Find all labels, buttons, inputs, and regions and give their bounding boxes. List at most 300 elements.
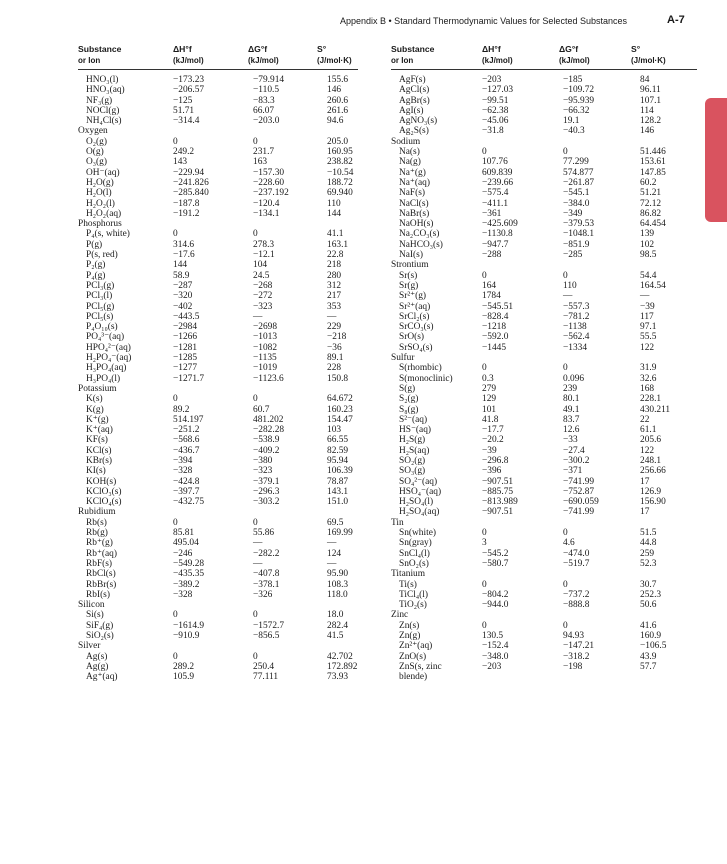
gibbs-cell: 49.1 [563, 404, 580, 415]
gibbs-cell: 66.07 [253, 105, 275, 116]
enthalpy-cell: −389.2 [173, 579, 200, 590]
substance-cell: P(g) [86, 239, 103, 250]
substance-cell: P(s, red) [86, 250, 118, 261]
enthalpy-cell: 41.8 [482, 414, 499, 425]
substance-cell: Sr(s) [399, 270, 418, 281]
substance-cell: H₃PO₄(aq) [86, 363, 127, 374]
enthalpy-cell: −314.4 [173, 116, 200, 127]
gibbs-cell: −1123.6 [253, 373, 284, 384]
entropy-cell: 146 [327, 85, 342, 96]
gibbs-cell: 77.299 [563, 157, 589, 168]
enthalpy-cell: −907.51 [482, 507, 514, 518]
entropy-cell: 217 [327, 291, 342, 302]
enthalpy-cell: −251.2 [173, 425, 200, 436]
enthalpy-cell: 0 [173, 394, 178, 405]
entropy-cell: 229 [327, 322, 342, 333]
entropy-cell: 188.72 [327, 177, 353, 188]
gibbs-cell: −157.30 [253, 167, 285, 178]
substance-cell: H₂PO₄⁻(aq) [86, 353, 132, 364]
enthalpy-cell: 101 [482, 404, 497, 415]
gibbs-cell: −40.3 [563, 126, 585, 137]
enthalpy-cell: 85.81 [173, 528, 195, 539]
substance-cell: AgNO₃(s) [399, 116, 438, 127]
enthalpy-cell: −20.2 [482, 435, 504, 446]
entropy-cell: 144 [327, 208, 342, 219]
substance-cell: P₄(s, white) [86, 229, 130, 240]
enthalpy-cell: −397.7 [173, 486, 200, 497]
substance-cell: SO₂(g) [399, 455, 426, 466]
gibbs-cell: −349 [563, 208, 583, 219]
substance-cell: SO₄²⁻(aq) [399, 476, 438, 487]
gibbs-cell: −407.8 [253, 569, 280, 580]
gibbs-cell: −268 [253, 280, 273, 291]
substance-cell: Sn(white) [399, 528, 436, 539]
substance-cell: KClO₄(s) [86, 497, 122, 508]
gibbs-cell: −737.2 [563, 589, 590, 600]
gibbs-cell: 239 [563, 383, 578, 394]
gibbs-cell: −690.059 [563, 497, 599, 508]
entropy-cell: 259 [640, 548, 655, 559]
substance-cell: NaBr(s) [399, 208, 430, 219]
substance-cell: Na₂CO₃(s) [399, 229, 440, 240]
entropy-cell: 228 [327, 363, 342, 374]
gibbs-cell: 94.93 [563, 631, 585, 642]
gibbs-cell: −83.3 [253, 95, 275, 106]
gibbs-cell: −261.87 [563, 177, 595, 188]
entropy-cell: 89.1 [327, 353, 344, 364]
gibbs-cell: −384.0 [563, 198, 590, 209]
substance-cell: Rb(s) [86, 517, 107, 528]
gibbs-cell: 278.3 [253, 239, 275, 250]
header-rule [78, 69, 358, 70]
enthalpy-cell: −435.35 [173, 569, 205, 580]
entropy-cell: 42.702 [327, 651, 353, 662]
gibbs-cell: −1019 [253, 363, 278, 374]
enthalpy-cell: −804.2 [482, 589, 509, 600]
gibbs-cell: −538.9 [253, 435, 280, 446]
gibbs-cell: −378.1 [253, 579, 280, 590]
enthalpy-cell: −39 [482, 445, 497, 456]
substance-cell: Sr²⁺(aq) [399, 301, 431, 312]
substance-cell: Rb⁺(g) [86, 538, 113, 549]
entropy-cell: 252.3 [640, 589, 662, 600]
substance-cell: Sn(gray) [399, 538, 432, 549]
gibbs-cell: −27.4 [563, 445, 585, 456]
enthalpy-cell: −549.28 [173, 558, 205, 569]
enthalpy-cell: 0 [482, 147, 487, 158]
gibbs-cell: −12.1 [253, 250, 275, 261]
gibbs-cell: 83.7 [563, 414, 580, 425]
enthalpy-cell: −173.23 [173, 75, 205, 85]
substance-cell: H₂O(l) [86, 188, 112, 199]
enthalpy-cell: −1445 [482, 342, 507, 353]
enthalpy-cell: 249.2 [173, 147, 195, 158]
substance-cell: Sodium [391, 136, 421, 147]
entropy-cell: 151.0 [327, 497, 349, 508]
substance-cell: SnCl₄(l) [399, 548, 430, 559]
entropy-cell: 72.12 [640, 198, 662, 209]
entropy-cell: 107.1 [640, 95, 662, 106]
enthalpy-cell: −402 [173, 301, 193, 312]
substance-cell: H₂S(g) [399, 435, 426, 446]
entropy-cell: 82.59 [327, 445, 349, 456]
substance-cell: ZnS(s, zinc [399, 661, 442, 672]
enthalpy-cell: −947.7 [482, 239, 509, 250]
substance-cell: Phosphorus [78, 219, 122, 230]
enthalpy-cell: −1130.8 [482, 229, 513, 240]
entropy-cell: 108.3 [327, 579, 349, 590]
entropy-cell: 64.672 [327, 394, 353, 405]
entropy-cell: 164.54 [640, 280, 666, 291]
substance-cell: Sr(g) [399, 280, 419, 291]
enthalpy-cell: −436.7 [173, 445, 200, 456]
gibbs-cell: 4.6 [563, 538, 575, 549]
enthalpy-cell: 0 [482, 579, 487, 590]
substance-cell: SrO(s) [399, 332, 424, 343]
enthalpy-cell: 0.3 [482, 373, 494, 384]
entropy-cell: 22.8 [327, 250, 344, 261]
substance-cell: SO₃(g) [399, 466, 426, 477]
gibbs-cell: −185 [563, 75, 583, 85]
enthalpy-cell: −1285 [173, 353, 198, 364]
substance-cell: NaF(s) [399, 188, 426, 199]
running-title: Appendix B • Standard Thermodynamic Values for Selected Substances [340, 16, 627, 26]
enthalpy-cell: −394 [173, 455, 193, 466]
gibbs-cell: 163 [253, 157, 268, 168]
entropy-cell: 205.6 [640, 435, 662, 446]
gibbs-cell: 77.111 [253, 672, 279, 683]
gibbs-cell: −66.32 [563, 105, 590, 116]
entropy-cell: 51.5 [640, 528, 657, 539]
entropy-cell: 17 [640, 476, 650, 487]
substance-cell: SiO₂(s) [86, 631, 114, 642]
gibbs-cell: 0 [253, 651, 258, 662]
gibbs-cell: 250.4 [253, 661, 275, 672]
enthalpy-cell: −320 [173, 291, 193, 302]
substance-cell: Si(s) [86, 610, 104, 621]
gibbs-cell: −33 [563, 435, 578, 446]
entropy-cell: 43.9 [640, 651, 657, 662]
entropy-cell: 150.8 [327, 373, 349, 384]
gibbs-cell: −1138 [563, 322, 587, 333]
entropy-cell: 73.93 [327, 672, 349, 683]
entropy-cell: 228.1 [640, 394, 662, 405]
substance-cell: Tin [391, 517, 404, 528]
enthalpy-cell: 130.5 [482, 631, 504, 642]
enthalpy-cell: −885.75 [482, 486, 514, 497]
enthalpy-cell: −191.2 [173, 208, 200, 219]
enthalpy-cell: 1784 [482, 291, 501, 302]
section-tab-marker [705, 98, 727, 222]
gibbs-cell: 0 [563, 270, 568, 281]
substance-cell: NaOH(s) [399, 219, 434, 230]
substance-cell: K⁺(aq) [86, 425, 113, 436]
entropy-cell: 154.47 [327, 414, 353, 425]
entropy-cell: 18.0 [327, 610, 344, 621]
substance-cell: Ag₂S(s) [399, 126, 429, 137]
entropy-cell: −10.54 [327, 167, 354, 178]
substance-cell: Na(g) [399, 157, 421, 168]
substance-cell: H₂O₂(l) [86, 198, 115, 209]
gibbs-cell: −1334 [563, 342, 588, 353]
enthalpy-cell: 0 [173, 136, 178, 147]
enthalpy-cell: 3 [482, 538, 487, 549]
substance-cell: SiF₄(g) [86, 620, 114, 631]
substance-cell: H₂O₂(aq) [86, 208, 122, 219]
gibbs-cell: −474.0 [563, 548, 590, 559]
entropy-cell: 95.94 [327, 455, 349, 466]
substance-cell: H₂SO₄(l) [399, 497, 434, 508]
entropy-cell: 98.5 [640, 250, 657, 261]
substance-cell: AgBr(s) [399, 95, 430, 106]
enthalpy-cell: −425.609 [482, 219, 518, 230]
gibbs-cell: −562.4 [563, 332, 590, 343]
col-header-gibbs: ΔG°f (kJ/mol) [559, 44, 590, 65]
entropy-cell: 84 [640, 75, 650, 85]
substance-cell: S²⁻(aq) [399, 414, 428, 425]
gibbs-cell: −1048.1 [563, 229, 595, 240]
enthalpy-cell: 0 [482, 270, 487, 281]
enthalpy-cell: −127.03 [482, 85, 514, 96]
substance-cell: AgI(s) [399, 105, 424, 116]
gibbs-cell: 0 [253, 229, 258, 240]
substance-cell: Na(s) [399, 147, 420, 158]
entropy-cell: 238.82 [327, 157, 353, 168]
entropy-cell: 430.211 [640, 404, 671, 415]
col-header-substance: Substance or Ion [391, 44, 435, 65]
gibbs-cell: — [253, 311, 263, 322]
entropy-cell: — [640, 291, 650, 302]
enthalpy-cell: −592.0 [482, 332, 509, 343]
entropy-cell: 97.1 [640, 322, 657, 333]
col-header-enthalpy: ΔH°f (kJ/mol) [482, 44, 513, 65]
enthalpy-cell: −229.94 [173, 167, 205, 178]
entropy-cell: 110 [327, 198, 341, 209]
entropy-cell: 50.6 [640, 600, 657, 611]
enthalpy-cell: −575.4 [482, 188, 509, 199]
substance-cell: H₂SO₄(aq) [399, 507, 440, 518]
entropy-cell: 61.1 [640, 425, 657, 436]
enthalpy-cell: −2984 [173, 322, 198, 333]
gibbs-cell: 0 [563, 579, 568, 590]
gibbs-cell: −285 [563, 250, 583, 261]
gibbs-cell: −318.2 [563, 651, 590, 662]
enthalpy-cell: −17.7 [482, 425, 504, 436]
entropy-cell: 51.21 [640, 188, 662, 199]
gibbs-cell: −120.4 [253, 198, 280, 209]
substance-cell: Silicon [78, 600, 105, 611]
substance-cell: HNO₃(aq) [86, 85, 125, 96]
enthalpy-cell: −1218 [482, 322, 507, 333]
entropy-cell: 52.3 [640, 558, 657, 569]
substance-cell: Na⁺(g) [399, 167, 426, 178]
enthalpy-cell: −944.0 [482, 600, 509, 611]
enthalpy-cell: 0 [482, 528, 487, 539]
enthalpy-cell: −907.51 [482, 476, 514, 487]
enthalpy-cell: −1281 [173, 342, 198, 353]
entropy-cell: 312 [327, 280, 342, 291]
col-header-entropy: S° (J/mol·K) [631, 44, 666, 65]
enthalpy-cell: −1266 [173, 332, 198, 343]
substance-cell: AgF(s) [399, 75, 426, 85]
substance-cell: P₄O₁₀(s) [86, 322, 118, 333]
gibbs-cell: −519.7 [563, 558, 590, 569]
entropy-cell: 41.6 [640, 620, 657, 631]
entropy-cell: 124 [327, 548, 342, 559]
gibbs-cell: −110.5 [253, 85, 280, 96]
entropy-cell: −106.5 [640, 641, 667, 652]
substance-cell: SrCO₃(s) [399, 322, 434, 333]
substance-cell: O(g) [86, 147, 104, 158]
gibbs-cell: −741.99 [563, 476, 595, 487]
gibbs-cell: −888.8 [563, 600, 590, 611]
gibbs-cell: −1082 [253, 342, 278, 353]
gibbs-cell: 0 [253, 610, 258, 621]
gibbs-cell: −851.9 [563, 239, 590, 250]
substance-cell: PCl₅(g) [86, 301, 115, 312]
entropy-cell: 54.4 [640, 270, 657, 281]
substance-cell: Potassium [78, 383, 117, 394]
gibbs-cell: −323 [253, 301, 273, 312]
entropy-cell: 32.6 [640, 373, 657, 384]
substance-cell: ZnO(s) [399, 651, 427, 662]
entropy-cell: 30.7 [640, 579, 657, 590]
substance-cell: H₂O(g) [86, 177, 114, 188]
entropy-cell: 172.892 [327, 661, 358, 672]
enthalpy-cell: 495.04 [173, 538, 199, 549]
enthalpy-cell: −62.38 [482, 105, 509, 116]
enthalpy-cell: −246 [173, 548, 193, 559]
gibbs-cell: −380 [253, 455, 273, 466]
substance-cell: SrSO₄(s) [399, 342, 433, 353]
entropy-cell: 78.87 [327, 476, 349, 487]
substance-cell: Rb⁺(aq) [86, 548, 117, 559]
entropy-cell: 106.39 [327, 466, 353, 477]
substance-cell: H₂S(aq) [399, 445, 430, 456]
enthalpy-cell: 164 [482, 280, 497, 291]
gibbs-cell: −323 [253, 466, 273, 477]
substance-cell: KI(s) [86, 466, 106, 477]
gibbs-cell: — [253, 538, 263, 549]
gibbs-cell: 0 [563, 147, 568, 158]
enthalpy-cell: 0 [173, 517, 178, 528]
enthalpy-cell: −424.8 [173, 476, 200, 487]
substance-cell: S₈(g) [399, 404, 419, 415]
entropy-cell: 282.4 [327, 620, 349, 631]
enthalpy-cell: −568.6 [173, 435, 200, 446]
gibbs-cell: 0 [253, 517, 258, 528]
enthalpy-cell: −328 [173, 589, 193, 600]
enthalpy-cell: −288 [482, 250, 502, 261]
gibbs-cell: 104 [253, 260, 268, 271]
enthalpy-cell: 129 [482, 394, 497, 405]
substance-cell: OH⁻(aq) [86, 167, 120, 178]
entropy-cell: 218 [327, 260, 342, 271]
enthalpy-cell: −17.6 [173, 250, 195, 261]
enthalpy-cell: −203 [482, 661, 502, 672]
substance-cell: Titanium [391, 569, 426, 580]
substance-cell: NH₄Cl(s) [86, 116, 122, 127]
substance-cell: Zn²⁺(aq) [399, 641, 433, 652]
enthalpy-cell: 0 [173, 610, 178, 621]
enthalpy-cell: −1277 [173, 363, 198, 374]
enthalpy-cell: 0 [173, 651, 178, 662]
enthalpy-cell: −99.51 [482, 95, 509, 106]
entropy-cell: 139 [640, 229, 655, 240]
enthalpy-cell: −411.1 [482, 198, 509, 209]
enthalpy-cell: 144 [173, 260, 188, 271]
substance-cell: Zn(g) [399, 631, 421, 642]
gibbs-cell: −237.192 [253, 188, 289, 199]
entropy-cell: 95.90 [327, 569, 349, 580]
enthalpy-cell: −287 [173, 280, 193, 291]
entropy-cell: — [327, 311, 337, 322]
enthalpy-cell: −296.8 [482, 455, 509, 466]
enthalpy-cell: −45.06 [482, 116, 509, 127]
gibbs-cell: −228.60 [253, 177, 285, 188]
gibbs-cell: 24.5 [253, 270, 270, 281]
entropy-cell: −36 [327, 342, 342, 353]
substance-cell: PCl₃(g) [86, 280, 115, 291]
page-header [0, 14, 727, 30]
gibbs-cell: 574.877 [563, 167, 594, 178]
gibbs-cell: −781.2 [563, 311, 590, 322]
substance-cell: O₂(g) [86, 136, 107, 147]
entropy-cell: — [327, 538, 337, 549]
substance-cell: NF₃(g) [86, 95, 113, 106]
gibbs-cell: −557.3 [563, 301, 590, 312]
entropy-cell: 143.1 [327, 486, 349, 497]
entropy-cell: 260.6 [327, 95, 349, 106]
entropy-cell: 57.7 [640, 661, 657, 672]
entropy-cell: 103 [327, 425, 342, 436]
gibbs-cell: 19.1 [563, 116, 580, 127]
substance-cell: K(g) [86, 404, 104, 415]
entropy-cell: 51.446 [640, 147, 666, 158]
gibbs-cell: −379.53 [563, 219, 595, 230]
gibbs-cell: 80.1 [563, 394, 580, 405]
substance-cell: KCl(s) [86, 445, 112, 456]
substance-cell: TiO₂(s) [399, 600, 427, 611]
substance-cell: Oxygen [78, 126, 108, 137]
entropy-cell: 163.1 [327, 239, 349, 250]
enthalpy-cell: 105.9 [173, 672, 195, 683]
enthalpy-cell: −580.7 [482, 558, 509, 569]
enthalpy-cell: −328 [173, 466, 193, 477]
substance-cell: KBr(s) [86, 455, 113, 466]
entropy-cell: 160.23 [327, 404, 353, 415]
substance-cell: AgCl(s) [399, 85, 430, 96]
entropy-cell: 17 [640, 507, 650, 518]
enthalpy-cell: 314.6 [173, 239, 195, 250]
substance-cell: Sr²⁺(g) [399, 291, 427, 302]
substance-cell: HNO₃(l) [86, 75, 119, 85]
substance-cell: Ag(s) [86, 651, 108, 662]
substance-cell: S(g) [399, 383, 416, 394]
entropy-cell: 44.8 [640, 538, 657, 549]
gibbs-cell: 0 [563, 528, 568, 539]
entropy-cell: — [327, 558, 337, 569]
enthalpy-cell: −125 [173, 95, 193, 106]
entropy-cell: 153.61 [640, 157, 666, 168]
substance-cell: blende) [399, 672, 428, 683]
enthalpy-cell: 89.2 [173, 404, 190, 415]
gibbs-cell: 0 [563, 363, 568, 374]
gibbs-cell: −409.2 [253, 445, 280, 456]
enthalpy-cell: −241.826 [173, 177, 209, 188]
substance-cell: Sulfur [391, 353, 415, 364]
entropy-cell: 248.1 [640, 455, 662, 466]
